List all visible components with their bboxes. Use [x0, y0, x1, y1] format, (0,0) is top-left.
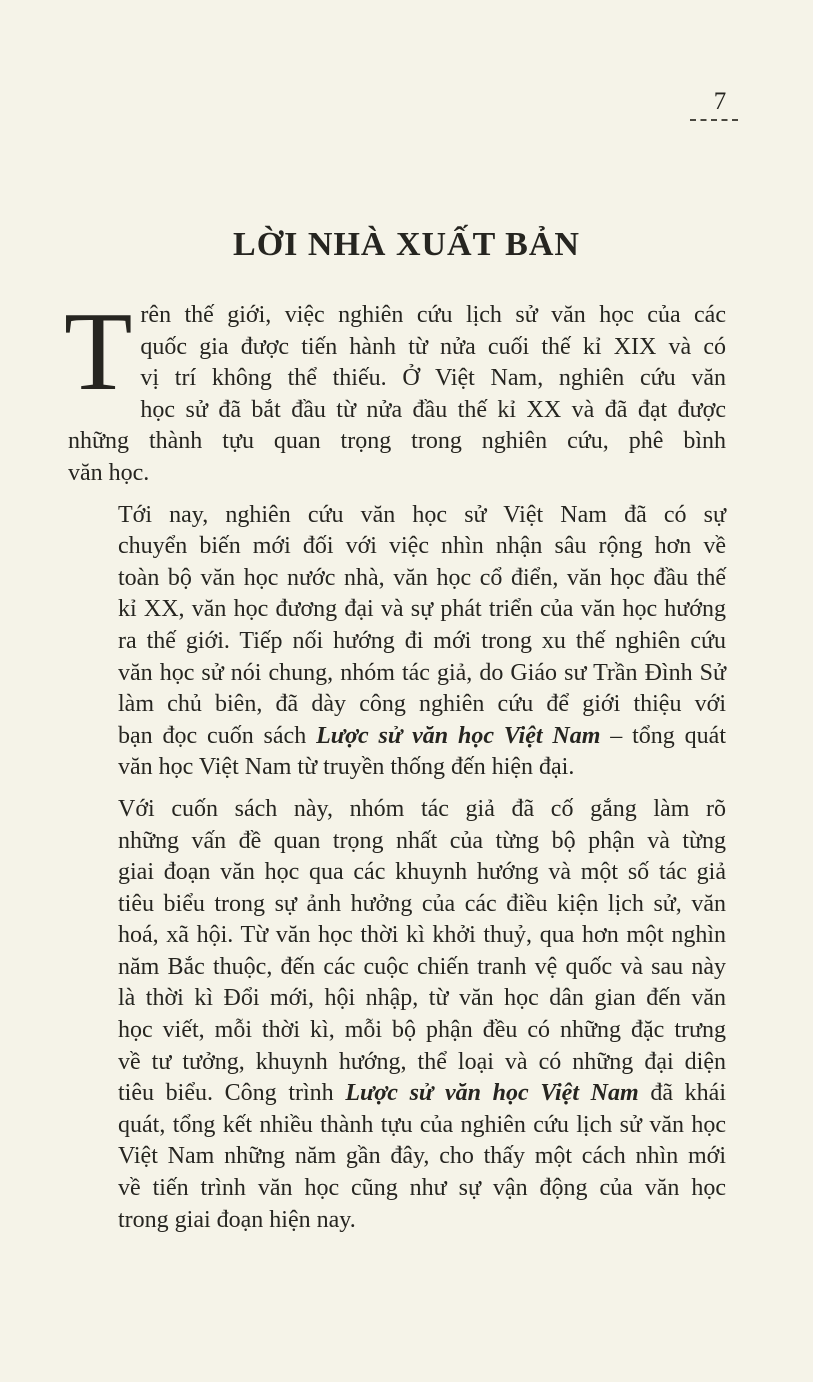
- text-line: rên thế giới, việc nghiên cứu lịch sử văn học của các: [140, 302, 726, 328]
- text-line: ra thế giới. Tiếp nối hướng đi mới trong xu thế nghiên cứu: [118, 627, 726, 654]
- text-line: [68, 1078, 726, 1110]
- text-line: Với cuốn sách này, nhóm tác giả đã cố gắng làm rõ: [118, 795, 726, 822]
- text-line: tiêu biểu trong sự ảnh hưởng của các điều kiện lịch sử, văn: [118, 890, 726, 917]
- text-line: [68, 721, 726, 753]
- text-line: trong giai đoạn hiện nay.: [118, 1206, 356, 1233]
- body-text: [64, 290, 726, 1236]
- book-title: Lược sử văn học Việt Nam: [316, 722, 601, 749]
- text-line: về tiến trình văn học cũng như sự vận động của văn học: [118, 1175, 726, 1202]
- text-line: năm Bắc thuộc, đến các cuộc chiến tranh vệ quốc và sau này: [118, 953, 726, 980]
- text-line: văn học Việt Nam từ truyền thống đến hiện đại.: [118, 754, 575, 781]
- text-segment: – tổng quát: [600, 722, 726, 749]
- paragraph-2: [68, 500, 726, 784]
- text-segment: tiêu biểu. Công trình: [118, 1080, 346, 1107]
- page-title: LỜI NHÀ XUẤT BẢN: [233, 226, 580, 263]
- text-line: toàn bộ văn học nước nhà, văn học cổ điển, văn học đầu thế: [118, 564, 726, 591]
- text-line: làm chủ biên, đã dày công nghiên cứu để giới thiệu với: [118, 691, 726, 718]
- text-line: văn học sử nói chung, nhóm tác giả, do Giáo sư Trần Đình Sử: [118, 659, 726, 686]
- text-line: Việt Nam những năm gần đây, cho thấy một cách nhìn mới: [118, 1143, 726, 1170]
- page-number: 7: [713, 88, 727, 115]
- paragraph-3: [68, 794, 726, 1236]
- text-line: học sử đã bắt đầu từ nửa đầu thế kỉ XX và đã đạt được: [140, 396, 726, 423]
- text-line: là thời kì Đổi mới, hội nhập, từ văn học dân gian đến văn: [118, 985, 726, 1012]
- page-number-rule: [690, 119, 738, 121]
- text-segment: bạn đọc cuốn sách: [118, 722, 317, 749]
- text-line: chuyển biến mới đối với việc nhìn nhận sâu rộng hơn về: [118, 533, 726, 560]
- text-line: về tư tưởng, khuynh hướng, thể loại và có những đại diện: [118, 1048, 726, 1075]
- text-segment: đã khái: [638, 1080, 726, 1107]
- text-line: quát, tổng kết nhiều thành tựu của nghiên cứu lịch sử văn học: [118, 1111, 726, 1138]
- text-line: quốc gia được tiến hành từ nửa cuối thế kỉ XIX và có: [140, 333, 726, 360]
- text-line: những vấn đề quan trọng nhất của từng bộ phận và từng: [118, 827, 726, 854]
- text-line: kỉ XX, văn học đương đại và sự phát triển của văn học hướng: [118, 596, 726, 623]
- text-line: học viết, mỗi thời kì, mỗi bộ phận đều có những đặc trưng: [118, 1017, 726, 1044]
- drop-cap: T: [64, 290, 133, 414]
- paragraph-1: [64, 290, 726, 490]
- text-line: Tới nay, nghiên cứu văn học sử Việt Nam đã có sự: [118, 501, 726, 528]
- text-line: giai đoạn văn học qua các khuynh hướng và một số tác giả: [118, 859, 726, 886]
- book-title: Lược sử văn học Việt Nam: [345, 1080, 639, 1107]
- text-line: vị trí không thể thiếu. Ở Việt Nam, nghiên cứu văn: [140, 365, 726, 392]
- text-line: những thành tựu quan trọng trong nghiên cứu, phê bình: [68, 428, 726, 455]
- text-line: văn học.: [68, 459, 150, 486]
- text-line: hoá, xã hội. Từ văn học thời kì khởi thuỷ, qua hơn một nghìn: [118, 922, 726, 949]
